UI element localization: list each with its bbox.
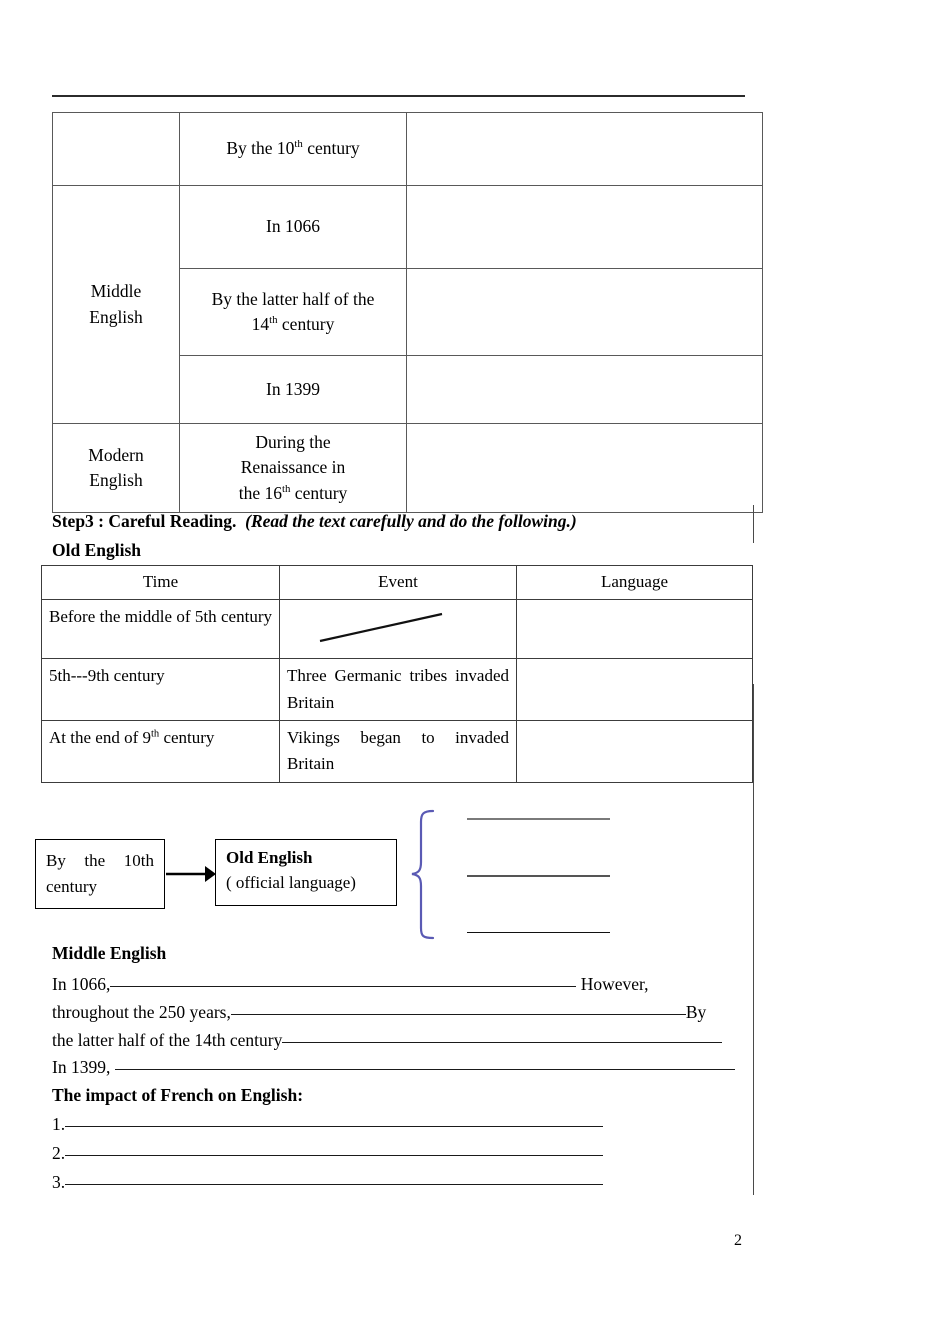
answer-blank-item-1[interactable] bbox=[65, 1126, 603, 1127]
event-cell: Three Germanic tribes invaded Britain bbox=[280, 659, 517, 721]
language-cell bbox=[517, 659, 753, 721]
event-cell bbox=[407, 113, 763, 186]
time-text-line3 bbox=[186, 481, 400, 506]
time-text: In 1399 bbox=[266, 378, 320, 399]
period-label-line1: Modern bbox=[88, 444, 144, 465]
time-text-b: 14 bbox=[251, 314, 270, 334]
header-rule bbox=[52, 95, 745, 97]
table-row bbox=[42, 659, 753, 721]
flow-box-time-line1: By the 10th bbox=[46, 851, 154, 870]
list-item bbox=[52, 1114, 603, 1135]
event-cell bbox=[407, 356, 763, 424]
event-cell bbox=[407, 269, 763, 356]
timeline-table bbox=[52, 112, 763, 513]
diagonal-strike-icon bbox=[280, 600, 502, 652]
answer-blank-line2[interactable] bbox=[231, 1014, 686, 1015]
list-item-number: 1. bbox=[52, 1114, 66, 1134]
list-item-number: 3. bbox=[52, 1172, 66, 1192]
table-row bbox=[53, 186, 763, 269]
flow-box-time-line2: century bbox=[46, 876, 97, 896]
line1-prefix: In 1066, bbox=[52, 974, 111, 994]
period-label-line2: English bbox=[89, 470, 143, 490]
period-cell-middle-english bbox=[53, 186, 180, 424]
curly-brace-icon bbox=[412, 811, 433, 938]
language-cell bbox=[517, 600, 753, 659]
time-cell bbox=[180, 186, 407, 269]
table-header-row bbox=[42, 566, 753, 600]
time-text: In 1066 bbox=[266, 216, 320, 237]
flow-box-subtitle: ( official language) bbox=[226, 872, 356, 892]
middle-english-paragraph bbox=[52, 970, 744, 1054]
answer-blank-3[interactable] bbox=[467, 932, 610, 933]
table-row bbox=[53, 113, 763, 186]
event-cell-strikethrough bbox=[280, 600, 517, 659]
line2-suffix: By bbox=[685, 1002, 707, 1022]
answer-blank-item-3[interactable] bbox=[65, 1184, 603, 1185]
event-cell bbox=[407, 424, 763, 513]
arrow-icon bbox=[166, 866, 216, 882]
ordinal-suffix: th bbox=[269, 314, 278, 327]
language-cell bbox=[517, 721, 753, 783]
paragraph-line-4 bbox=[52, 1057, 735, 1078]
time-cell bbox=[180, 356, 407, 424]
event-cell: Vikings began to invaded Britain bbox=[280, 721, 517, 783]
time-text: At the end of 9 bbox=[49, 728, 151, 748]
time-text-tail: century bbox=[277, 314, 335, 334]
impact-heading: The impact of French on English: bbox=[52, 1085, 304, 1105]
flow-box-time bbox=[35, 839, 165, 909]
line2-prefix: throughout the 250 years, bbox=[52, 1002, 231, 1022]
list-item bbox=[52, 1143, 603, 1164]
time-cell bbox=[180, 424, 407, 513]
change-bar-upper bbox=[753, 505, 754, 543]
table-row bbox=[42, 600, 753, 659]
column-header-event: Event bbox=[280, 566, 517, 600]
paragraph-line-2 bbox=[52, 998, 744, 1026]
flow-box-title: Old English bbox=[226, 848, 313, 867]
event-cell bbox=[407, 186, 763, 269]
time-cell bbox=[180, 269, 407, 356]
line1-suffix: However, bbox=[580, 974, 649, 994]
old-english-subheading: Old English bbox=[52, 540, 142, 560]
list-item bbox=[52, 1172, 603, 1193]
flow-box-old-english bbox=[215, 839, 397, 906]
time-cell bbox=[180, 113, 407, 186]
column-header-language: Language bbox=[517, 566, 753, 600]
period-cell-modern-english bbox=[53, 424, 180, 513]
step3-instruction: (Read the text carefully and do the following.) bbox=[245, 511, 577, 531]
ordinal-suffix: th bbox=[150, 728, 160, 740]
column-header-time: Time bbox=[42, 566, 280, 600]
time-text-line1: During the bbox=[255, 431, 331, 452]
ordinal-suffix: th bbox=[281, 482, 291, 495]
ordinal-suffix: th bbox=[294, 138, 303, 151]
time-cell: Before the middle of 5th century bbox=[42, 600, 280, 659]
time-text-tail: century bbox=[302, 138, 360, 159]
step3-label: Step3 : Careful Reading. bbox=[52, 511, 237, 531]
time-text: By the 10 bbox=[226, 138, 295, 159]
table-row bbox=[42, 721, 753, 783]
step3-heading bbox=[52, 511, 577, 532]
answer-blank-line1[interactable] bbox=[110, 986, 576, 987]
line3-prefix: the latter half of the 14th century bbox=[52, 1030, 283, 1050]
period-label-line2: English bbox=[89, 306, 143, 327]
table-row bbox=[53, 424, 763, 513]
line4-prefix: In 1399, bbox=[52, 1057, 115, 1077]
time-text: By the latter half of the bbox=[211, 288, 375, 309]
time-text-tail: century bbox=[159, 728, 215, 748]
change-bar-lower bbox=[753, 684, 754, 1195]
answer-blank-2[interactable] bbox=[467, 875, 610, 877]
time-cell bbox=[42, 721, 280, 783]
answer-blank-item-2[interactable] bbox=[65, 1155, 603, 1156]
period-cell-empty bbox=[53, 113, 180, 186]
answer-blank-line4[interactable] bbox=[115, 1069, 735, 1070]
middle-english-heading: Middle English bbox=[52, 943, 167, 963]
time-text-c: the 16 bbox=[238, 482, 282, 503]
time-text-tail: century bbox=[290, 482, 348, 503]
answer-blank-1[interactable] bbox=[467, 818, 610, 820]
paragraph-line-3 bbox=[52, 1026, 744, 1054]
period-label-line1: Middle bbox=[90, 281, 142, 302]
answer-blank-line3[interactable] bbox=[282, 1042, 722, 1043]
time-text-line2: Renaissance in bbox=[240, 457, 346, 478]
old-english-table bbox=[41, 565, 753, 783]
list-item-number: 2. bbox=[52, 1143, 66, 1163]
page-number: 2 bbox=[734, 1232, 742, 1249]
time-cell: 5th---9th century bbox=[42, 659, 280, 721]
paragraph-line-1 bbox=[52, 970, 744, 998]
